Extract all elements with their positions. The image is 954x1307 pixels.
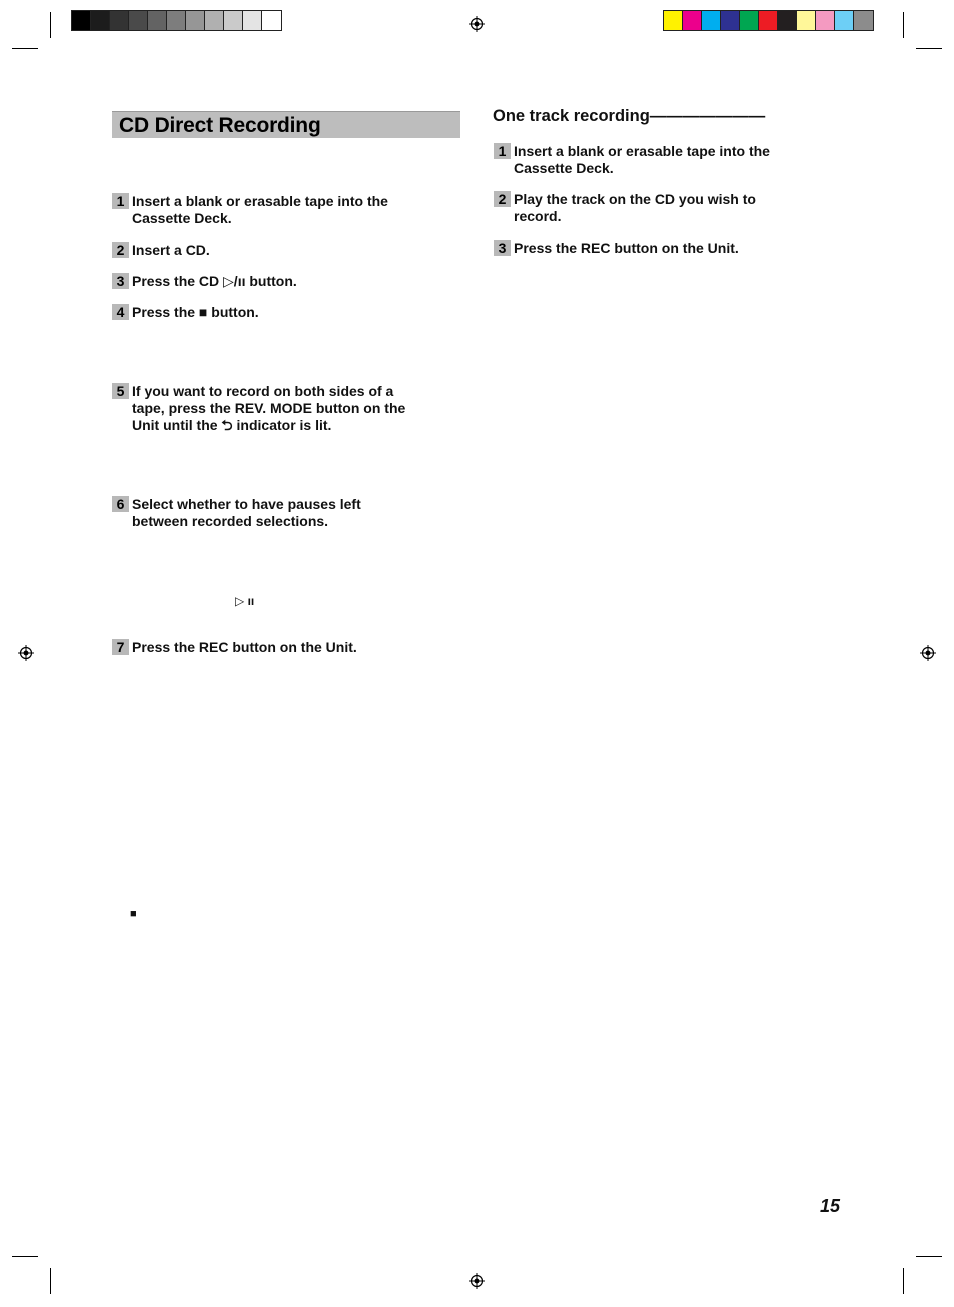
color-swatch bbox=[186, 11, 205, 30]
color-swatch bbox=[740, 11, 759, 30]
step-number: 3 bbox=[494, 240, 511, 256]
page-number: 15 bbox=[820, 1196, 841, 1216]
crop-mark bbox=[916, 1256, 942, 1257]
color-swatch bbox=[816, 11, 835, 30]
color-swatch bbox=[778, 11, 797, 30]
stop-icon: ■ bbox=[130, 908, 137, 920]
crop-mark bbox=[903, 12, 904, 38]
crop-mark bbox=[50, 1268, 51, 1294]
color-swatch bbox=[664, 11, 683, 30]
color-swatch bbox=[129, 11, 148, 30]
crop-mark bbox=[903, 1268, 904, 1294]
step-text: Press the ■ button. bbox=[132, 304, 259, 320]
step-number: 1 bbox=[112, 193, 129, 209]
step-text: Press the CD ▷/ıı button. bbox=[132, 273, 297, 289]
registration-mark-icon bbox=[920, 645, 936, 661]
color-swatch bbox=[243, 11, 262, 30]
section-title: CD Direct Recording bbox=[119, 114, 321, 137]
step-text: Insert a blank or erasable tape into the Cassette Deck. bbox=[132, 193, 388, 226]
color-swatch bbox=[854, 11, 873, 30]
color-swatch bbox=[702, 11, 721, 30]
color-swatch bbox=[91, 11, 110, 30]
registration-mark-icon bbox=[18, 645, 34, 661]
step-number: 1 bbox=[494, 143, 511, 159]
step-text: Play the track on the CD you wish to record. bbox=[514, 191, 756, 224]
color-swatch bbox=[262, 11, 281, 30]
step-number: 7 bbox=[112, 639, 129, 655]
color-swatch bbox=[224, 11, 243, 30]
crop-mark bbox=[12, 1256, 38, 1257]
step-text: Select whether to have pauses left between recorded selections. bbox=[132, 496, 361, 529]
registration-mark-icon bbox=[469, 16, 485, 32]
crop-mark bbox=[50, 12, 51, 38]
color-swatch bbox=[110, 11, 129, 30]
color-swatch bbox=[683, 11, 702, 30]
color-swatch bbox=[835, 11, 854, 30]
step-text: If you want to record on both sides of a tape, press the REV. MODE button on the Unit until the ⮌ indicator is lit. bbox=[132, 383, 406, 433]
color-swatch bbox=[721, 11, 740, 30]
step-number: 6 bbox=[112, 496, 129, 512]
step-text: Press the REC button on the Unit. bbox=[514, 240, 739, 256]
color-swatch bbox=[148, 11, 167, 30]
color-swatch bbox=[205, 11, 224, 30]
color-swatch bbox=[759, 11, 778, 30]
color-swatch bbox=[72, 11, 91, 30]
step-text: Insert a CD. bbox=[132, 242, 210, 258]
color-calibration-bar bbox=[663, 10, 874, 31]
step-number: 5 bbox=[112, 383, 129, 399]
subsection-heading: One track recording——————— bbox=[493, 107, 766, 125]
color-swatch bbox=[797, 11, 816, 30]
step-number: 2 bbox=[112, 242, 129, 258]
step-text: Press the REC button on the Unit. bbox=[132, 639, 357, 655]
section-title-box bbox=[112, 111, 460, 138]
registration-mark-icon bbox=[469, 1273, 485, 1289]
crop-mark bbox=[12, 48, 38, 49]
color-swatch bbox=[167, 11, 186, 30]
grayscale-calibration-bar bbox=[71, 10, 282, 31]
step-text: Insert a blank or erasable tape into the Cassette Deck. bbox=[514, 143, 770, 176]
crop-mark bbox=[916, 48, 942, 49]
step-number: 3 bbox=[112, 273, 129, 289]
step-number: 2 bbox=[494, 191, 511, 207]
play-pause-icon: ▷ ıı bbox=[235, 594, 255, 608]
step-number: 4 bbox=[112, 304, 129, 320]
